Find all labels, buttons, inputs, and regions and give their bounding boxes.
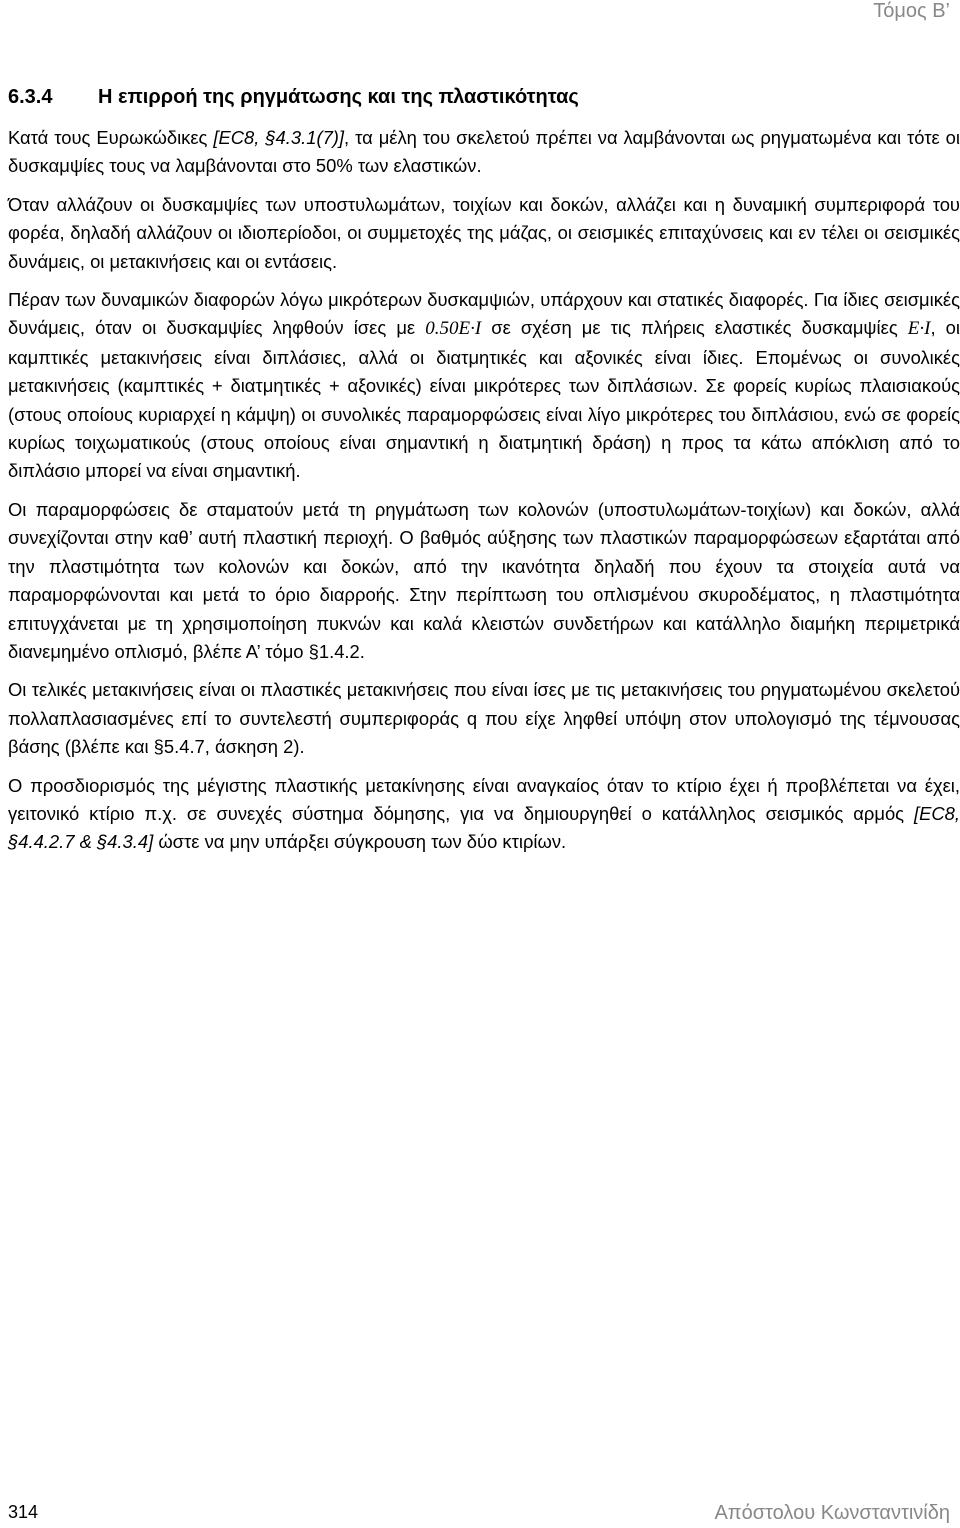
section-title: Η επιρροή της ρηγμάτωσης και της πλαστικότητας xyxy=(98,86,579,108)
paragraph-2: Όταν αλλάζουν οι δυσκαμψίες των υποστυλωμάτων, τοιχίων και δοκών, αλλάζει και η δυναμική συμπεριφορά του φορέα, δηλαδή αλλάζουν οι ιδιοπερίοδοι, οι συμμετοχές της μάζας, οι σεισμικές επιταχύνσεις και εν τέλει οι σεισμικές δυνάμεις, οι μετακινήσεις και οι εντάσεις. xyxy=(8,193,960,272)
paragraph-1-text-a: Κατά τους Ευρωκώδικες xyxy=(8,127,214,148)
eurocode-reference: [EC8, §4.4.2.7 & §4.3.4] xyxy=(8,802,960,853)
paragraph-1 xyxy=(8,124,960,181)
running-header-volume: Τόμος Β’ xyxy=(873,0,950,22)
paragraph-1-text-b: , τα μέλη του σκελετού πρέπει να λαμβάνονται ως ρηγματωμένα και τότε οι δυσκαμψίες τους να λαμβάνονται στο 50% των ελαστικών. xyxy=(8,127,960,177)
footer-author: Απόστολου Κωνσταντινίδη xyxy=(714,1502,950,1524)
section-heading xyxy=(8,86,579,109)
paragraph-6-text-a: Ο προσδιορισμός της μέγιστης πλαστικής μετακίνησης είναι αναγκαίος όταν το κτίριο έχει ή προβλέπεται να έχει, γειτονικό κτίριο π.χ. σε συνεχές σύστημα δόμησης, για να δημιουργηθεί ο κατάλληλος σεισμικός αρμός xyxy=(8,774,960,824)
paragraph-5: Οι τελικές μετακινήσεις είναι οι πλαστικές μετακινήσεις που είναι ίσες με τις μετακινήσεις του ρηγματωμένου σκελετού πολλαπλασιασμένες επί το συντελεστή συμπεριφοράς q που είχε ληφθεί υπόψη στον υπολογισμό της τέμνουσας βάσης (βλέπε και §5.4.7, άσκηση 2). xyxy=(8,679,960,758)
paragraph-4: Οι παραμορφώσεις δε σταματούν μετά τη ρηγμάτωση των κολονών (υποστυλωμάτων-τοιχίων) και δοκών, αλλά συνεχίζονται στην καθ’ αυτή πλαστική περιοχή. Ο βαθμός αύξησης των πλαστικών παραμορφώσεων εξαρτάται από την πλαστιμότητα των κολονών και δοκών, από την ικανότητα δηλαδή που έχουν τα στοιχεία αυτά να παραμορφώνονται και μετά το όριο διαρροής. Στην περίπτωση του οπλισμένου σκυροδέματος, η πλαστιμότητα επιτυγχάνεται με τη χρησιμοποίηση πυκνών και καλά κλειστών συνδετήρων και κατάλληλο διαμήκη περιμετρικά διανεμημένο οπλισμό, βλέπε Α’ τόμο §1.4.2. xyxy=(8,498,960,662)
paragraph-6-text-b: ώστε να μην υπάρξει σύγκρουση των δύο κτιρίων. xyxy=(153,831,567,853)
eurocode-reference: [EC8, §4.3.1(7)] xyxy=(213,127,345,148)
page-footer xyxy=(8,1502,950,1526)
stiffness-formula-reduced: 0.50E·I xyxy=(425,318,482,340)
paragraph-3-text-c: , οι καμπτικές μετακινήσεις είναι διπλάσιες, αλλά οι διατμητικές και αξονικές είναι ίδιες. Επομένως οι συνολικές μετακινήσεις (καμπτικές + διατμητικές + αξονικές) είναι μικρότερες των διπλάσιων. Σε φορείς κυρίως πλαισιακούς (στους οποίους κυριαρχεί η κάμψη) οι συνολικές παραμορφώσεις είναι λίγο μικρότερες του διπλάσιου, ενώ σε φορείς κυρίως τοιχωματικούς (στους οποίους είναι σημαντική η διατμητική δράση) η προς τα κάτω απόκλιση από το διπλάσιο μπορεί να είναι σημαντική. xyxy=(8,317,960,482)
stiffness-formula-full: E·I xyxy=(907,318,931,340)
section-number: 6.3.4 xyxy=(8,86,53,108)
paragraph-6 xyxy=(8,772,960,857)
paragraph-3 xyxy=(8,286,960,486)
page-number: 314 xyxy=(8,1502,39,1522)
paragraph-3-text-b: σε σχέση με τις πλήρεις ελαστικές δυσκαμψίες xyxy=(481,317,908,339)
body-text xyxy=(8,124,960,857)
paragraph-3-text-a: Πέραν των δυναμικών διαφορών λόγω μικρότερων δυσκαμψιών, υπάρχουν και στατικές διαφορές. Για ίδιες σεισμικές δυνάμεις, όταν οι δυσκαμψίες ληφθούν ίσες με xyxy=(8,289,960,339)
